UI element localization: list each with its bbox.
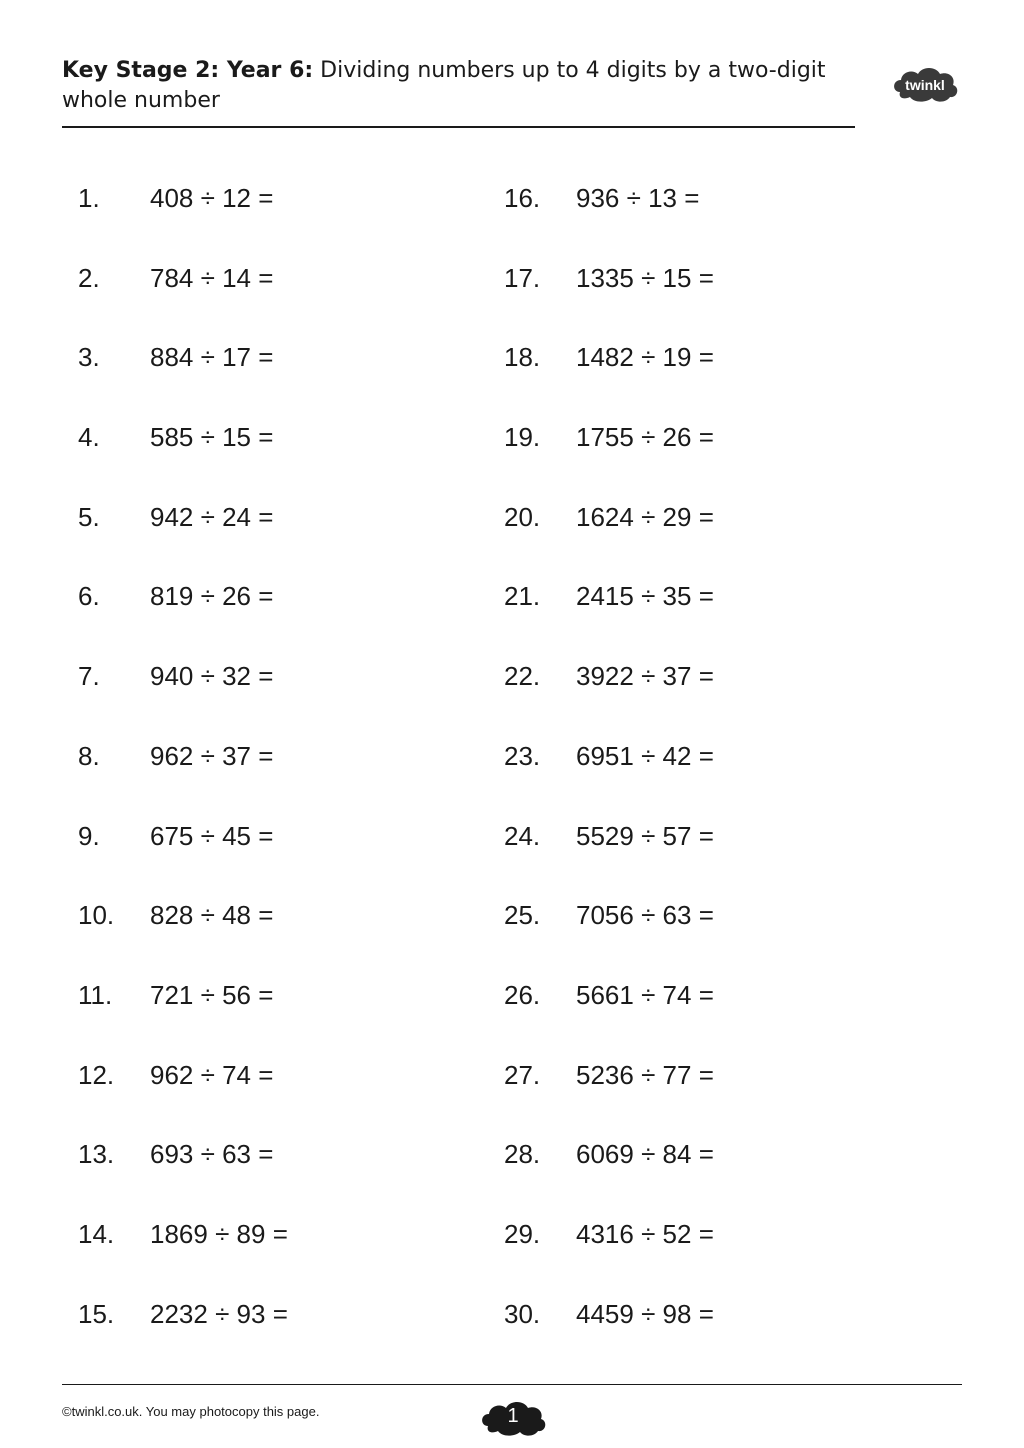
division-expression: 5236 ÷ 77 = — [576, 1059, 714, 1090]
division-expression: 721 ÷ 56 = — [150, 979, 274, 1010]
question-number: 6. — [78, 581, 100, 612]
question-number: 15. — [78, 1298, 115, 1329]
question-number: 21. — [504, 581, 541, 612]
question-number: 19. — [504, 422, 541, 453]
division-expression: 828 ÷ 48 = — [150, 900, 274, 931]
question-number: 2. — [78, 262, 100, 293]
division-expression: 3922 ÷ 37 = — [576, 661, 714, 692]
copyright-text: ©twinkl.co.uk. You may photocopy this page. — [62, 1404, 320, 1419]
question-number: 12. — [78, 1059, 115, 1090]
division-expression: 693 ÷ 63 = — [150, 1139, 274, 1170]
question-number: 7. — [78, 661, 100, 692]
question-number: 23. — [504, 740, 541, 771]
logo-text: twinkl — [905, 77, 945, 93]
page-number-badge — [478, 1396, 548, 1440]
title-rest: Dividing numbers up to 4 digits by a two-digit whole number — [62, 58, 826, 113]
twinkl-cloud-logo-icon — [890, 62, 960, 106]
question-number: 14. — [78, 1218, 115, 1249]
division-expression: 1482 ÷ 19 = — [576, 342, 714, 373]
question-number: 29. — [504, 1218, 541, 1249]
question-number: 30. — [504, 1298, 541, 1329]
question-number: 24. — [504, 820, 541, 851]
division-expression: 962 ÷ 37 = — [150, 740, 274, 771]
page-number: 1 — [507, 1405, 519, 1427]
question-number: 20. — [504, 501, 541, 532]
division-expression: 4316 ÷ 52 = — [576, 1218, 714, 1249]
division-expression: 819 ÷ 26 = — [150, 581, 274, 612]
division-expression: 2232 ÷ 93 = — [150, 1298, 288, 1329]
question-number: 18. — [504, 342, 541, 373]
title-bold: Key Stage 2: Year 6: — [62, 58, 314, 83]
question-number: 25. — [504, 900, 541, 931]
question-number: 3. — [78, 342, 100, 373]
footer-divider — [62, 1384, 962, 1385]
division-expression: 408 ÷ 12 = — [150, 183, 274, 213]
question-number: 27. — [504, 1059, 541, 1090]
division-expression: 5529 ÷ 57 = — [576, 820, 714, 851]
question-number: 9. — [78, 820, 100, 851]
division-expression: 962 ÷ 74 = — [150, 1059, 274, 1090]
question-number: 1. — [78, 183, 100, 213]
division-expression: 1624 ÷ 29 = — [576, 501, 714, 532]
question-number: 13. — [78, 1139, 115, 1170]
question-number: 10. — [78, 900, 115, 931]
division-expression: 936 ÷ 13 = — [576, 183, 700, 213]
division-expression: 1335 ÷ 15 = — [576, 262, 714, 293]
twinkl-logo — [890, 62, 960, 106]
header-divider — [62, 126, 855, 128]
question-number: 11. — [78, 979, 113, 1010]
question-number: 22. — [504, 661, 541, 692]
division-expression: 6951 ÷ 42 = — [576, 740, 714, 771]
question-number: 4. — [78, 422, 100, 453]
division-expression: 1755 ÷ 26 = — [576, 422, 714, 453]
question-number: 17. — [504, 262, 541, 293]
division-expression: 884 ÷ 17 = — [150, 342, 274, 373]
division-expression: 675 ÷ 45 = — [150, 820, 274, 851]
question-number: 8. — [78, 740, 100, 771]
division-expression: 6069 ÷ 84 = — [576, 1139, 714, 1170]
question-number: 5. — [78, 501, 100, 532]
division-expression: 1869 ÷ 89 = — [150, 1218, 288, 1249]
division-expression: 7056 ÷ 63 = — [576, 900, 714, 931]
division-expression: 784 ÷ 14 = — [150, 262, 274, 293]
division-expression: 940 ÷ 32 = — [150, 661, 274, 692]
question-number: 16. — [504, 183, 541, 213]
worksheet-title — [62, 56, 862, 116]
division-expression: 585 ÷ 15 = — [150, 422, 274, 453]
division-expression: 4459 ÷ 98 = — [576, 1298, 714, 1329]
division-expression: 942 ÷ 24 = — [150, 501, 274, 532]
division-expression: 5661 ÷ 74 = — [576, 979, 714, 1010]
question-number: 26. — [504, 979, 541, 1010]
division-expression: 2415 ÷ 35 = — [576, 581, 714, 612]
question-number: 28. — [504, 1139, 541, 1170]
